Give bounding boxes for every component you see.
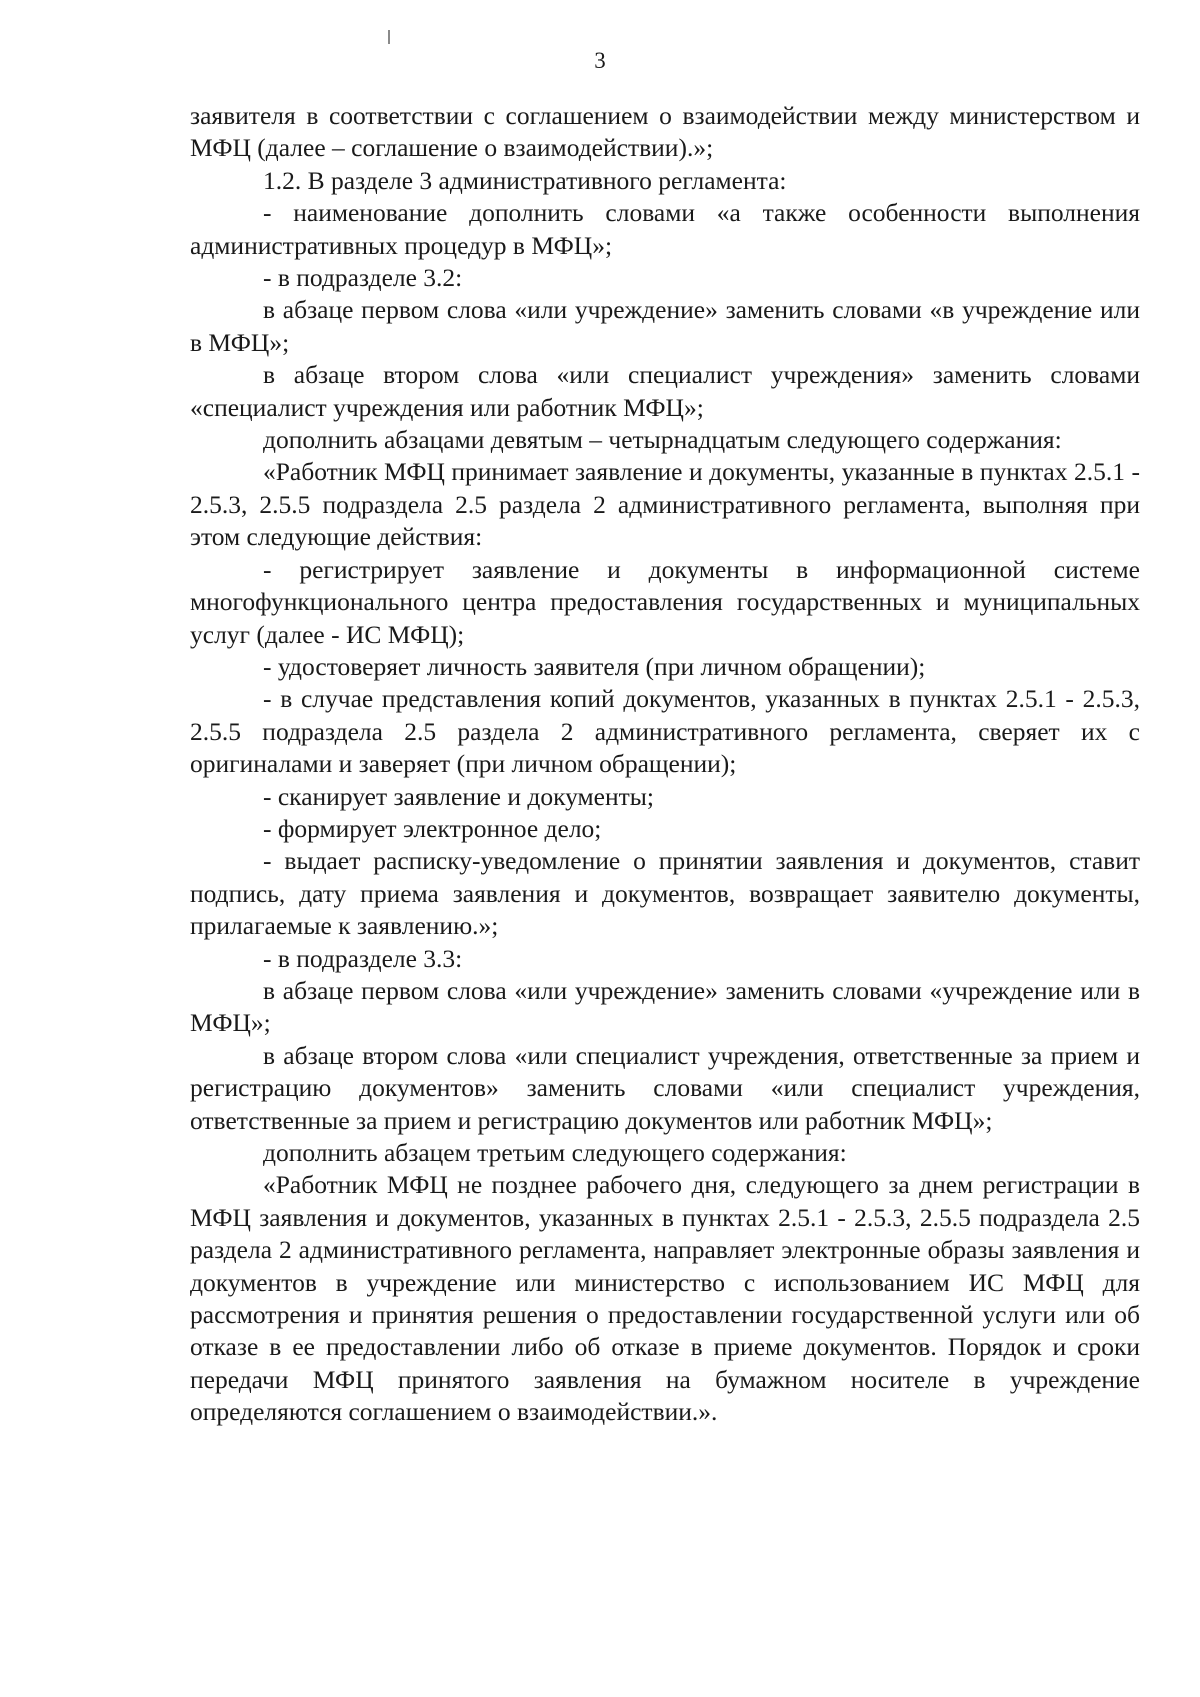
paragraph: в абзаце втором слова «или специалист учреждения» заменить словами «специалист учреждения или работник МФЦ»; bbox=[190, 360, 1140, 422]
paragraph: в абзаце первом слова «или учреждение» заменить словами «в учреждение или в МФЦ»; bbox=[190, 295, 1140, 357]
paragraph: - регистрирует заявление и документы в информационной системе многофункционального центра предоставления государственных и муниципальных услуг (далее - ИС МФЦ); bbox=[190, 554, 1140, 649]
paragraph: «Работник МФЦ не позднее рабочего дня, следующего за днем регистрации в МФЦ заявления и документов, указанных в пунктах 2.5.1 - 2.5.3, 2.5.5 подраздела 2.5 раздела 2 административного регламента, направляет электронные образы заявления и документов в учреждение или министерство с использованием ИС МФЦ для рассмотрения и принятия решения о предоставлении государственной услуги или об отказе в ее предоставлении либо об отказе в приеме документов. Порядок и сроки передачи МФЦ принятого заявления на бумажном носителе в учреждение определяются соглашением о взаимодействии.». bbox=[190, 1170, 1140, 1427]
paragraph: - в подразделе 3.2: bbox=[263, 263, 463, 293]
paragraph: - выдает расписку-уведомление о принятии заявления и документов, ставит подпись, дату приема заявления и документов, возвращает заявителю документы, прилагаемые к заявлению.»; bbox=[190, 846, 1140, 941]
paragraph: дополнить абзацем третьим следующего содержания: bbox=[263, 1138, 847, 1167]
paragraph: - в подразделе 3.3: bbox=[263, 943, 463, 973]
scan-mark bbox=[388, 30, 390, 44]
paragraph: «Работник МФЦ принимает заявление и документы, указанные в пунктах 2.5.1 - 2.5.3, 2.5.5 подраздела 2.5 раздела 2 административного регламента, выполняя при этом следующие действия: bbox=[190, 457, 1140, 552]
paragraph: - формирует электронное дело; bbox=[263, 813, 602, 843]
paragraph: - удостоверяет личность заявителя (при личном обращении); bbox=[263, 651, 926, 681]
paragraph: - сканирует заявление и документы; bbox=[263, 781, 654, 811]
paragraph: 1.2. В разделе 3 административного регламента: bbox=[263, 165, 787, 195]
paragraph: заявителя в соответствии с соглашением о взаимодействии между министерством и МФЦ (далее – соглашение о взаимодействии).»; bbox=[190, 101, 1140, 163]
paragraph: дополнить абзацами девятым – четырнадцатым следующего содержания: bbox=[263, 425, 1062, 455]
document-body bbox=[190, 100, 1140, 1429]
paragraph: в абзаце втором слова «или специалист учреждения, ответственные за прием и регистрацию документов» заменить словами «или специалист учреждения, ответственные за прием и регистрацию документов или работник МФЦ»; bbox=[190, 1040, 1140, 1135]
paragraph: в абзаце первом слова «или учреждение» заменить словами «учреждение или в МФЦ»; bbox=[190, 975, 1140, 1038]
paragraph: - наименование дополнить словами «а также особенности выполнения административных процедур в МФЦ»; bbox=[190, 198, 1140, 260]
paragraph: - в случае представления копий документов, указанных в пунктах 2.5.1 - 2.5.3, 2.5.5 подраздела 2.5 раздела 2 административного регламента, сверяет их с оригиналами и заверяет (при личном обращении); bbox=[190, 684, 1140, 779]
page-number: 3 bbox=[594, 48, 606, 73]
